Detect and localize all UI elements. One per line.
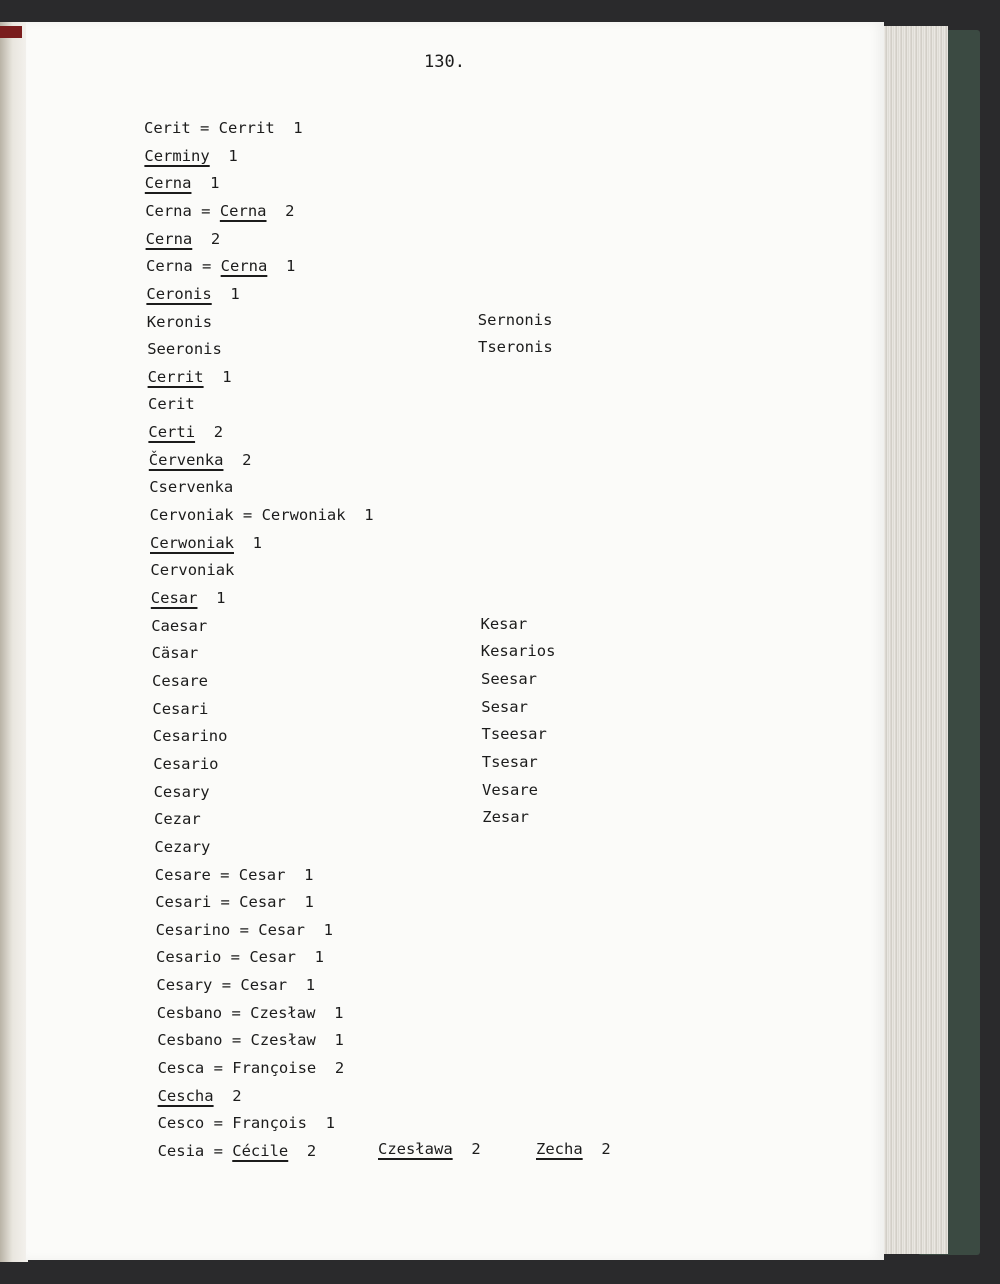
index-line — [144, 119, 303, 137]
underlined-term: Czesława — [378, 1140, 453, 1158]
page-stack-edges — [878, 26, 948, 1254]
index-line — [150, 506, 374, 524]
index-line — [158, 1142, 317, 1160]
index-line — [156, 976, 315, 994]
index-line — [147, 313, 212, 331]
underlined-term: Cerna — [219, 201, 267, 220]
entry-text: Cerna = — [145, 201, 220, 220]
entry-text: Cesco = François 1 — [157, 1114, 335, 1133]
index-line — [144, 147, 237, 165]
index-line — [148, 423, 223, 441]
variant-name: Seesar — [481, 669, 537, 688]
index-line — [157, 1031, 344, 1049]
underlined-term: Ceronis — [146, 284, 212, 303]
entry-text: Cesbano = Czesław 1 — [157, 1031, 344, 1050]
entry-text: Cerit = Cerrit 1 — [144, 119, 303, 137]
index-line — [155, 866, 314, 884]
index-line — [147, 340, 222, 358]
entry-text: 2 — [192, 229, 221, 248]
entry-text: 1 — [211, 284, 240, 303]
entry-text: 1 — [197, 589, 226, 608]
entry-text: 1 — [267, 257, 296, 276]
entry-text: Cservenka — [149, 478, 234, 497]
entry-text: Cesari — [152, 699, 209, 718]
entry-text: Cesia = — [157, 1142, 233, 1160]
index-line — [152, 644, 199, 662]
underlined-term: Cesar — [150, 589, 198, 608]
entry-text: Cervoniak = Cerwoniak 1 — [149, 506, 374, 525]
entry-text: 2 — [223, 450, 252, 469]
entry-text: 1 — [209, 146, 238, 165]
underlined-term: Cerwoniak — [150, 533, 234, 552]
entry-text: Cäsar — [151, 644, 199, 663]
index-line — [153, 755, 218, 773]
entry-text: Cerna = — [146, 257, 221, 276]
entry-text: Cesarino = Cesar 1 — [155, 920, 333, 939]
index-line — [154, 783, 210, 801]
entry-text: Cesari = Cesar 1 — [155, 893, 314, 912]
underlined-term: Cerminy — [144, 146, 210, 165]
index-line — [146, 257, 295, 275]
index-line — [149, 451, 252, 469]
index-line — [158, 1059, 345, 1077]
book-page — [26, 22, 884, 1260]
entry-text: Cezar — [154, 810, 201, 829]
entry-text: 1 — [234, 533, 262, 552]
underlined-term: Cerna — [220, 257, 268, 276]
entry-text: Cerit — [148, 395, 195, 414]
index-line — [157, 1004, 344, 1022]
variant-name: Sesar — [481, 697, 528, 716]
variant-name: Sernonis — [477, 310, 553, 329]
entry-text: 2 — [195, 423, 224, 442]
variant-name: Tseronis — [478, 338, 553, 357]
index-line-extra — [536, 1140, 611, 1158]
underlined-term: Certi — [148, 423, 196, 442]
entry-text: Seeronis — [147, 340, 222, 359]
entry-text: Cesbano = Czesław 1 — [156, 1003, 344, 1022]
entry-text: 1 — [191, 174, 220, 193]
underlined-term: Červenka — [148, 450, 224, 469]
index-line-extra — [378, 1140, 481, 1158]
entry-text: Cesary = Cesar 1 — [156, 976, 316, 995]
entry-text: 2 — [452, 1140, 481, 1158]
underlined-term: Cescha — [157, 1086, 214, 1105]
index-line — [146, 230, 221, 248]
index-line — [156, 948, 324, 966]
variant-name: Vesare — [482, 780, 538, 799]
index-line — [151, 589, 226, 607]
index-line — [155, 893, 314, 911]
underlined-term: Cerna — [144, 174, 192, 193]
index-line — [145, 174, 220, 192]
variant-name: Kesarios — [480, 642, 556, 661]
entry-text: Cesary — [153, 782, 210, 801]
index-line — [150, 561, 234, 579]
entry-text: Cesario — [153, 754, 219, 773]
index-line — [158, 1114, 335, 1132]
entry-text: Keronis — [146, 312, 213, 331]
index-line — [154, 838, 210, 856]
index-line — [156, 921, 333, 939]
entry-text: Cesca = Françoise 2 — [157, 1059, 345, 1078]
entry-text: 2 — [213, 1086, 242, 1105]
underlined-term: Cerna — [145, 229, 193, 248]
index-line — [150, 534, 262, 552]
entry-text: Cesare — [152, 671, 208, 690]
entry-text: Cesarino — [152, 727, 228, 746]
index-line — [148, 368, 232, 386]
index-line — [152, 700, 208, 718]
entry-text: Cesare = Cesar 1 — [154, 865, 314, 884]
bookmark-ribbon — [0, 26, 22, 38]
index-line — [151, 617, 207, 635]
entry-text: Cesario = Cesar 1 — [156, 948, 324, 967]
index-line — [146, 285, 239, 303]
underlined-term: Cécile — [232, 1142, 289, 1160]
variant-name: Kesar — [480, 614, 528, 633]
entry-text: 2 — [288, 1142, 317, 1160]
entry-text: Cervoniak — [150, 561, 235, 580]
entry-text: 1 — [203, 367, 232, 386]
index-line — [153, 727, 228, 745]
index-line — [154, 810, 201, 828]
entry-text: Caesar — [151, 616, 208, 635]
index-line — [145, 202, 294, 220]
index-line — [149, 478, 233, 496]
index-line — [148, 395, 195, 413]
index-line — [158, 1087, 242, 1105]
adjacent-page-edge — [0, 22, 28, 1262]
page-number: 130. — [424, 52, 465, 72]
variant-name: Zesar — [482, 808, 529, 827]
entry-text: Cezary — [154, 837, 211, 856]
index-line — [152, 672, 208, 690]
underlined-term: Cerrit — [147, 367, 204, 386]
underlined-term: Zecha — [536, 1140, 583, 1158]
entry-text: 2 — [266, 201, 295, 220]
entry-text: 2 — [582, 1140, 611, 1158]
variant-name: Tsesar — [481, 752, 538, 771]
variant-name: Tseesar — [481, 725, 547, 744]
